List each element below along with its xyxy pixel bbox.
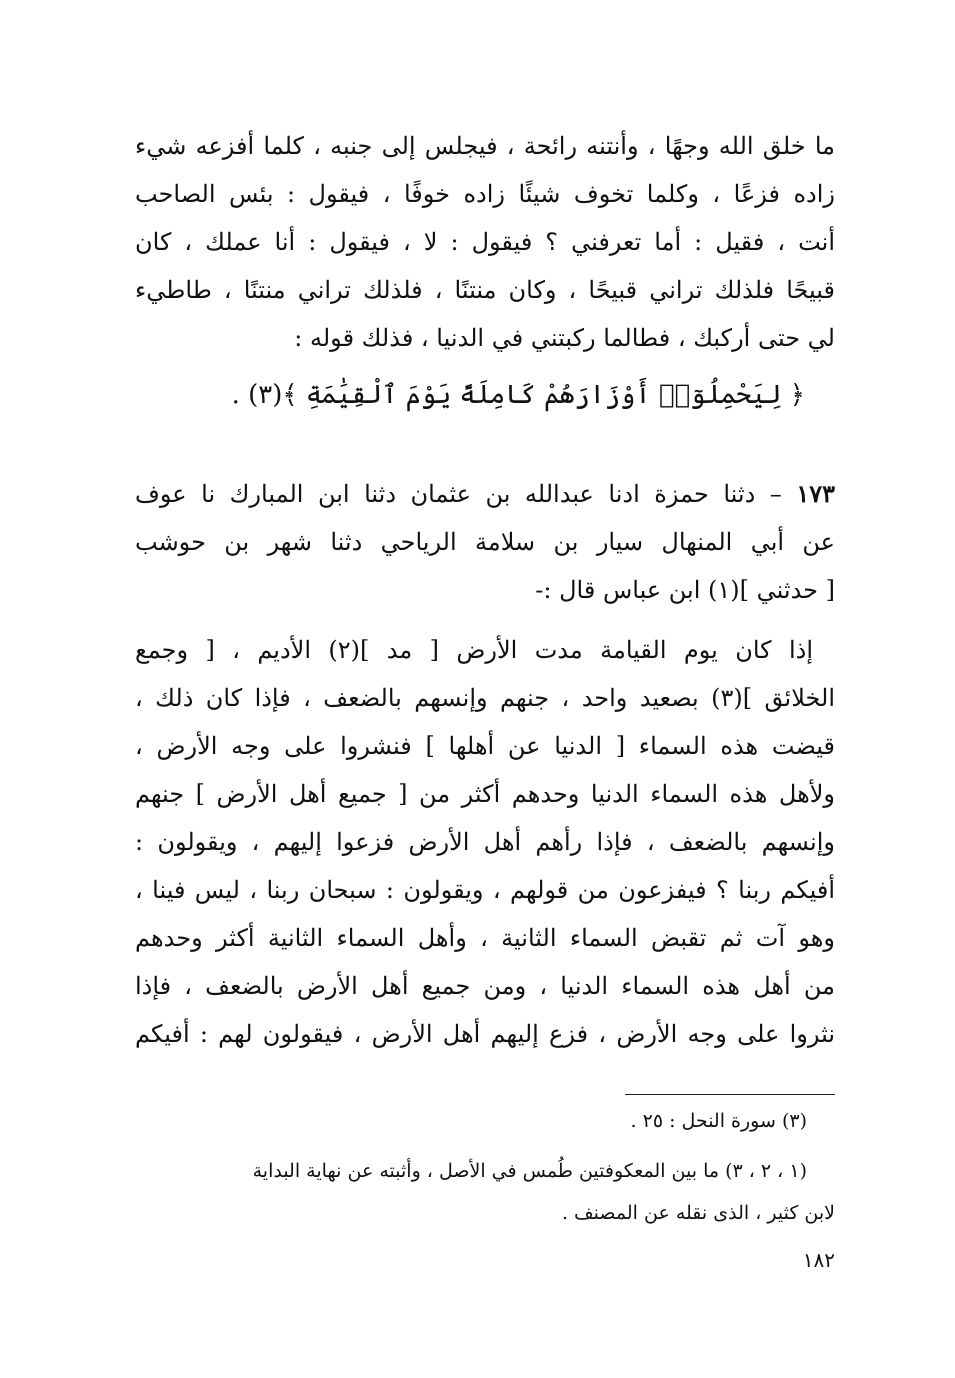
hadith-number: ١٧٣ xyxy=(796,479,835,508)
footnote-text: لابن كثير ، الذى نقله عن المصنف . xyxy=(561,1202,835,1224)
paragraph-3 xyxy=(135,626,835,1058)
text-line: زاده فزعًا ، وكلما تخوف شيئًا زاده خوفًا ، فيقول : بئس الصاحب xyxy=(135,180,835,208)
page-number: ١٨٢ xyxy=(802,1248,835,1272)
text-line: إذا كان يوم القيامة مدت الأرض [ مد ](٢) الأديم ، [ وجمع xyxy=(135,636,813,664)
text-line: عن أبي المنهال سيار بن سلامة الرياحي دثنا شهر بن حوشب xyxy=(135,528,835,556)
paragraph-2 xyxy=(135,470,835,614)
footnote-separator xyxy=(625,1094,835,1095)
text-line-first xyxy=(135,470,835,518)
text-line: نثروا على وجه الأرض ، فزع إليهم أهل الأرض ، فيقولون لهم : أفيكم xyxy=(135,1020,835,1048)
text-line: قيضت هذه السماء [ الدنيا عن أهلها ] فنشروا على وجه الأرض ، xyxy=(135,732,835,760)
quran-verse: ﴿ لِيَحْمِلُوٓا۟ أَوْزَارَهُمْ كَامِلَةً يَوْمَ ٱلْقِيَٰمَةِ ﴾(٣) . xyxy=(231,380,805,410)
paragraph-1 xyxy=(135,122,835,362)
text-line: من أهل هذه السماء الدنيا ، ومن جميع أهل الأرض بالضعف ، فإذا xyxy=(135,972,835,1000)
text-line: وهو آت ثم تقبض السماء الثانية ، وأهل السماء الثانية أكثر وحدهم xyxy=(135,924,835,952)
text-fragment: – دثنا حمزة ادنا عبدالله بن عثمان دثنا ابن المبارك نا عوف xyxy=(135,480,782,508)
text-line: لي حتى أركبك ، فطالما ركبتني في الدنيا ، فذلك قوله : xyxy=(294,324,835,352)
text-line: الخلائق ](٣) بصعيد واحد ، جنهم وإنسهم بالضعف ، فإذا كان ذلك ، xyxy=(135,684,835,712)
text-line: أفيكم ربنا ؟ فيفزعون من قولهم ، ويقولون : سبحان ربنا ، ليس فينا ، xyxy=(135,876,835,904)
footnote-text: (٣) سورة النحل : ٢٥ . xyxy=(630,1110,807,1132)
footnote-2 xyxy=(135,1150,835,1234)
text-line: [ حدثني ](١) ابن عباس قال :- xyxy=(535,576,835,604)
text-line: ولأهل هذه السماء الدنيا وحدهم أكثر من [ جميع أهل الأرض ] جنهم xyxy=(135,780,835,808)
footnote-1 xyxy=(135,1100,835,1142)
footnote-text: (١ ، ٢ ، ٣) ما بين المعكوفتين طُمس في الأصل ، وأثبته عن نهاية البداية xyxy=(252,1160,807,1182)
text-line: أنت ، فقيل : أما تعرفني ؟ فيقول : لا ، فيقول : أنا عملك ، كان xyxy=(135,228,835,256)
text-line: قبيحًا فلذلك تراني قبيحًا ، وكان منتنًا ، فلذلك تراني منتنًا ، طاطيء xyxy=(135,276,835,304)
text-line: ما خلق الله وجهًا ، وأنتنه رائحة ، فيجلس إلى جنبه ، كلما أفزعه شيء xyxy=(135,132,835,160)
text-line: وإنسهم بالضعف ، فإذا رأهم أهل الأرض فزعوا إليهم ، ويقولون : xyxy=(135,828,835,856)
